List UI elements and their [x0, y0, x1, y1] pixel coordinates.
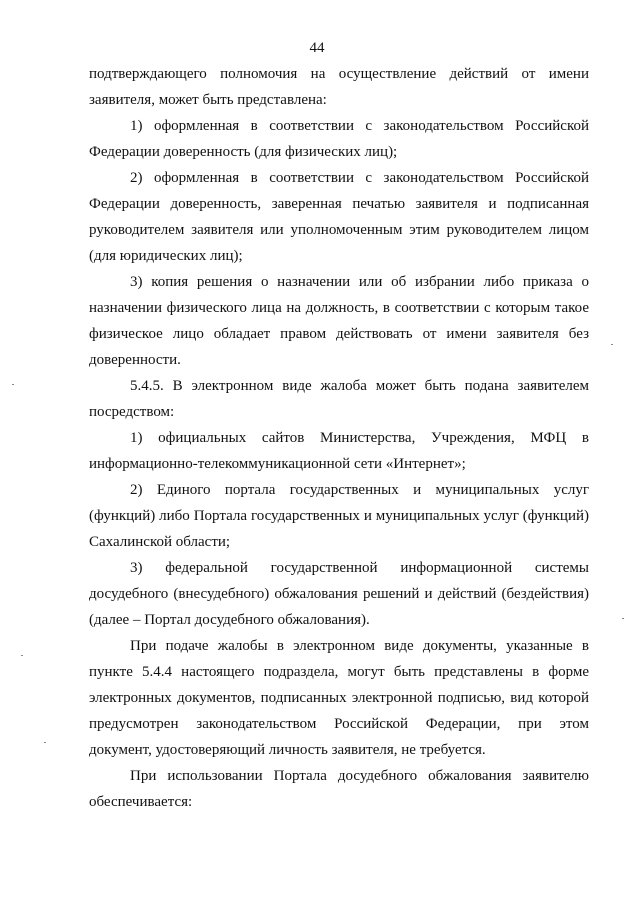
text-line: заявителя, может быть представлена:: [89, 92, 327, 108]
text-line: При использовании Портала досудебного обжалования заявителю: [130, 768, 589, 784]
text-line: 1) оформленная в соответствии с законодательством Российской: [130, 118, 589, 134]
text-line: 5.4.5. В электронном виде жалоба может быть подана заявителем: [130, 378, 589, 394]
text-line: доверенности.: [89, 352, 181, 368]
text-line: обеспечивается:: [89, 794, 193, 810]
text-line: подтверждающего полномочия на осуществление действий от имени: [89, 66, 589, 82]
text-line: 3) копия решения о назначении или об избрании либо приказа о: [130, 274, 589, 290]
text-line: (далее – Портал досудебного обжалования).: [89, 612, 370, 628]
text-line: При подаче жалобы в электронном виде документы, указанные в: [130, 638, 589, 654]
text-line: Федерации доверенность (для физических лиц);: [89, 144, 398, 160]
text-line: 2) Единого портала государственных и муниципальных услуг: [130, 482, 589, 498]
text-line: пункте 5.4.4 настоящего подраздела, могут быть представлены в форме: [89, 664, 589, 680]
text-line: руководителем заявителя или уполномоченным этим руководителем лицом: [89, 222, 589, 238]
text-line: (функций) либо Портала государственных и муниципальных услуг (функций): [89, 508, 589, 524]
text-line: (для юридических лиц);: [89, 248, 243, 264]
text-line: физическое лицо обладает правом действовать от имени заявителя без: [89, 326, 589, 342]
scan-speck: [611, 344, 613, 345]
text-line: документ, удостоверяющий личность заявителя, не требуется.: [89, 742, 486, 758]
body-text: [89, 61, 589, 815]
scan-speck: [44, 742, 46, 743]
text-line: Сахалинской области;: [89, 534, 231, 550]
text-line: назначении физического лица на должность, в соответствии с которым такое: [89, 300, 589, 316]
text-line: досудебного (внесудебного) обжалования решений и действий (бездействия): [89, 586, 589, 602]
text-line: 3) федеральной государственной информационной системы: [130, 560, 589, 576]
text-line: посредством:: [89, 404, 175, 420]
page-number: 44: [309, 40, 325, 56]
scan-speck: [622, 618, 624, 619]
text-line: электронных документов, подписанных электронной подписью, вид которой: [89, 690, 589, 706]
text-line: информационно-телекоммуникационной сети «Интернет»;: [89, 456, 466, 472]
text-line: Федерации доверенность, заверенная печатью заявителя и подписанная: [89, 196, 589, 212]
scan-speck: [12, 384, 14, 385]
text-line: 2) оформленная в соответствии с законодательством Российской: [130, 170, 589, 186]
text-line: 1) официальных сайтов Министерства, Учреждения, МФЦ в: [130, 430, 589, 446]
text-line: предусмотрен законодательством Российской Федерации, при этом: [89, 716, 589, 732]
scan-speck: [21, 655, 23, 656]
